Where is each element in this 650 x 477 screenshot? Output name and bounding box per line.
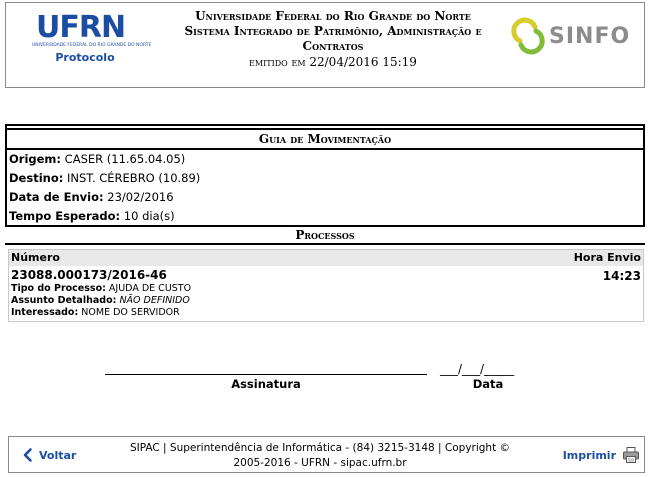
ufrn-logo-wordmark: UFRN [36,10,126,45]
sinfo-swirl-icon [511,19,545,53]
process-interested [11,307,641,319]
print-button-label: Imprimir [562,448,616,462]
sent-date-label: Data de Envio: [9,190,104,204]
expected-time-row [7,207,643,226]
column-header-time: Hora Envio [573,251,641,264]
sent-date-value: 23/02/2016 [107,190,174,204]
guide-title: Guia de Movimentação [7,128,643,150]
back-button[interactable] [23,446,76,464]
process-number: 23088.000173/2016-46 [11,268,167,282]
process-type-value: AJUDA DE CUSTO [108,283,192,294]
chevron-left-icon [23,448,32,462]
page-footer [8,436,645,473]
system-name-line2: Contratos [302,39,364,53]
origin-row [7,150,643,169]
origin-value: CASER (11.65.04.05) [64,152,186,166]
process-detail-label: Assunto Detalhado: [11,295,117,306]
process-type-label: Tipo do Processo: [11,283,106,294]
footer-info [104,441,536,471]
system-name-line1: Sistema Integrado de Patrimônio, Administração e [184,24,482,38]
institution-block [158,9,508,70]
process-detail-value: NÃO DEFINIDO [119,295,190,306]
destination-label: Destino: [9,171,64,185]
module-name: Protocolo [55,51,115,64]
process-interested-label: Interessado: [11,307,79,318]
sinfo-logo [511,19,636,55]
expected-time-label: Tempo Esperado: [9,209,121,223]
institution-name: Universidade Federal do Rio Grande do Norte [195,9,471,23]
date-blank: ___/___/_____ [440,362,515,376]
report-header [5,2,645,88]
ufrn-logo-tagline: UNIVERSIDADE FEDERAL DO RIO GRANDE DO NORTE [32,43,152,48]
destination-value: INST. CÉREBRO (10.89) [66,171,201,185]
sinfo-wordmark: SINFO [549,24,631,49]
emitted-timestamp: emitido em 22/04/2016 15:19 [249,55,417,69]
back-button-label: Voltar [39,448,77,462]
expected-time-value: 10 dia(s) [123,209,175,223]
processes-table [8,249,644,322]
process-time: 14:23 [602,269,641,283]
process-detail [11,295,641,307]
sent-date-row [7,188,643,207]
footer-line1: SIPAC | Superintendência de Informática - (84) 3215-3148 | Copyright © [129,442,511,454]
footer-line2: 2005-2016 - UFRN - sipac.ufrn.br [233,457,407,469]
process-interested-value: NOME DO SERVIDOR [81,307,180,318]
date-label: Data [472,377,504,391]
origin-label: Origem: [9,152,62,166]
table-header [9,250,643,266]
print-button[interactable] [563,445,640,465]
signature-line [105,374,427,375]
signature-label: Assinatura [231,377,301,391]
processes-title: Processos [5,227,645,245]
column-header-number: Número [11,251,60,264]
process-type [11,283,641,295]
movement-guide [5,124,645,227]
destination-row [7,169,643,188]
printer-icon [622,446,640,464]
table-row [9,266,643,319]
